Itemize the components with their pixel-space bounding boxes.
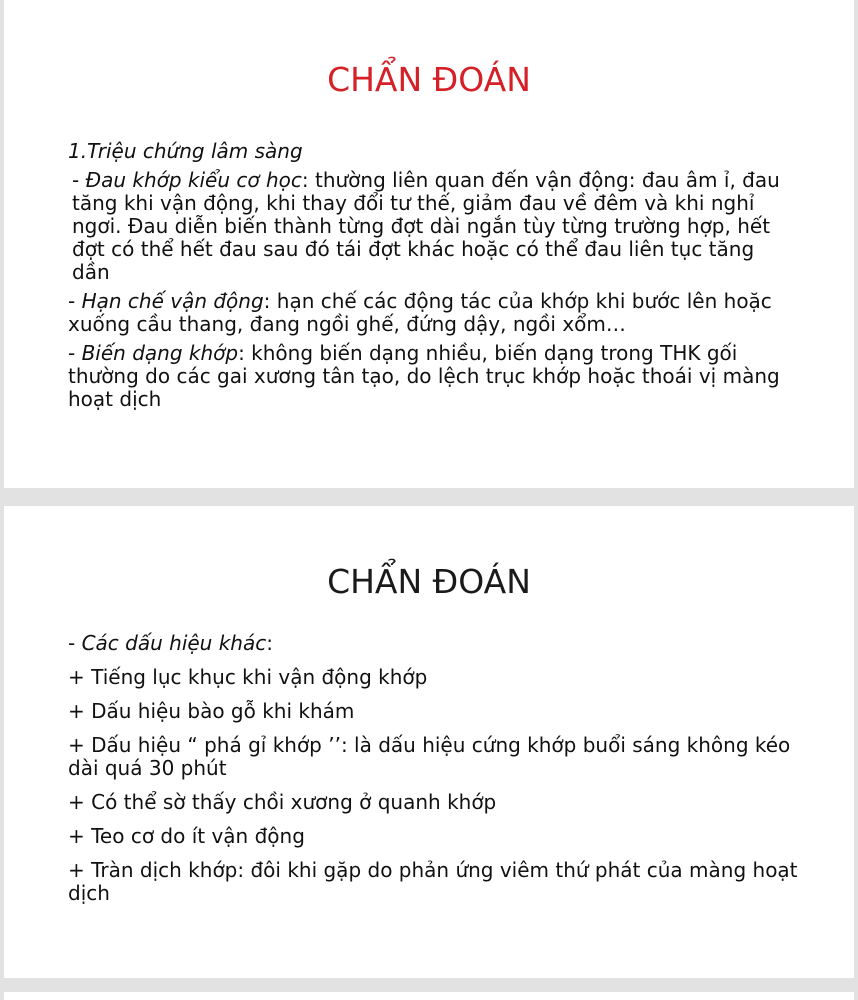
item-term: Biến dạng khớp xyxy=(81,341,239,365)
section-heading-text: 1.Triệu chứng lâm sàng xyxy=(68,139,303,163)
item-text: : không biến dạng nhiều, biến dạng trong THK gối thường do các gai xương tân tạo, do lệch trục khớp hoặc thoái vị màng hoạt dịch xyxy=(68,341,780,411)
slide-2 xyxy=(4,506,854,978)
item-text: : thường liên quan đến vận động: đau âm ỉ, đau tăng khi vận động, khi thay đổi tư thế, giảm đau về đêm và khi nghỉ ngơi. Đau diễn biến thành từng đợt dài ngắn tùy từng trường hợp, hết đợt có thể hết đau sau đó tái đợt khác hoặc có thể đau liên tục tăng dần xyxy=(72,168,780,284)
symptom-item xyxy=(68,342,798,411)
slide-1 xyxy=(4,0,854,488)
slide-1-body xyxy=(68,140,798,411)
symptom-item xyxy=(68,169,798,284)
symptom-item xyxy=(68,290,798,336)
slide-3-partial xyxy=(4,992,854,1000)
slide-2-body xyxy=(68,632,798,905)
item-prefix: - xyxy=(68,341,82,365)
section-heading xyxy=(68,140,798,163)
sign-item: + Tràn dịch khớp: đôi khi gặp do phản ứng viêm thứ phát của màng hoạt dịch xyxy=(68,858,798,905)
slide-1-title: CHẨN ĐOÁN xyxy=(327,60,531,99)
intro-suffix: : xyxy=(266,631,273,655)
sign-item: + Teo cơ do ít vận động xyxy=(68,824,305,848)
sign-item: + Dấu hiệu “ phá gỉ khớp ’’: là dấu hiệu cứng khớp buổi sáng không kéo dài quá 30 phút xyxy=(68,733,791,780)
item-text: : hạn chế các động tác của khớp khi bước lên hoặc xuống cầu thang, đang ngồi ghế, đứng dậy, ngồi xổm… xyxy=(68,289,772,336)
intro-prefix: - xyxy=(68,631,82,655)
sign-item: + Tiếng lục khục khi vận động khớp xyxy=(68,665,428,689)
intro-line xyxy=(68,632,798,655)
item-prefix: - xyxy=(72,168,86,192)
intro-term: Các dấu hiệu khác xyxy=(81,631,267,655)
item-term: Hạn chế vận động xyxy=(81,289,264,313)
slide-2-title: CHẨN ĐOÁN xyxy=(327,562,531,601)
item-prefix: - xyxy=(68,289,82,313)
sign-item: + Dấu hiệu bào gỗ khi khám xyxy=(68,699,355,723)
sign-item: + Có thể sờ thấy chồi xương ở quanh khớp xyxy=(68,790,497,814)
item-term: Đau khớp kiểu cơ học xyxy=(85,168,302,192)
